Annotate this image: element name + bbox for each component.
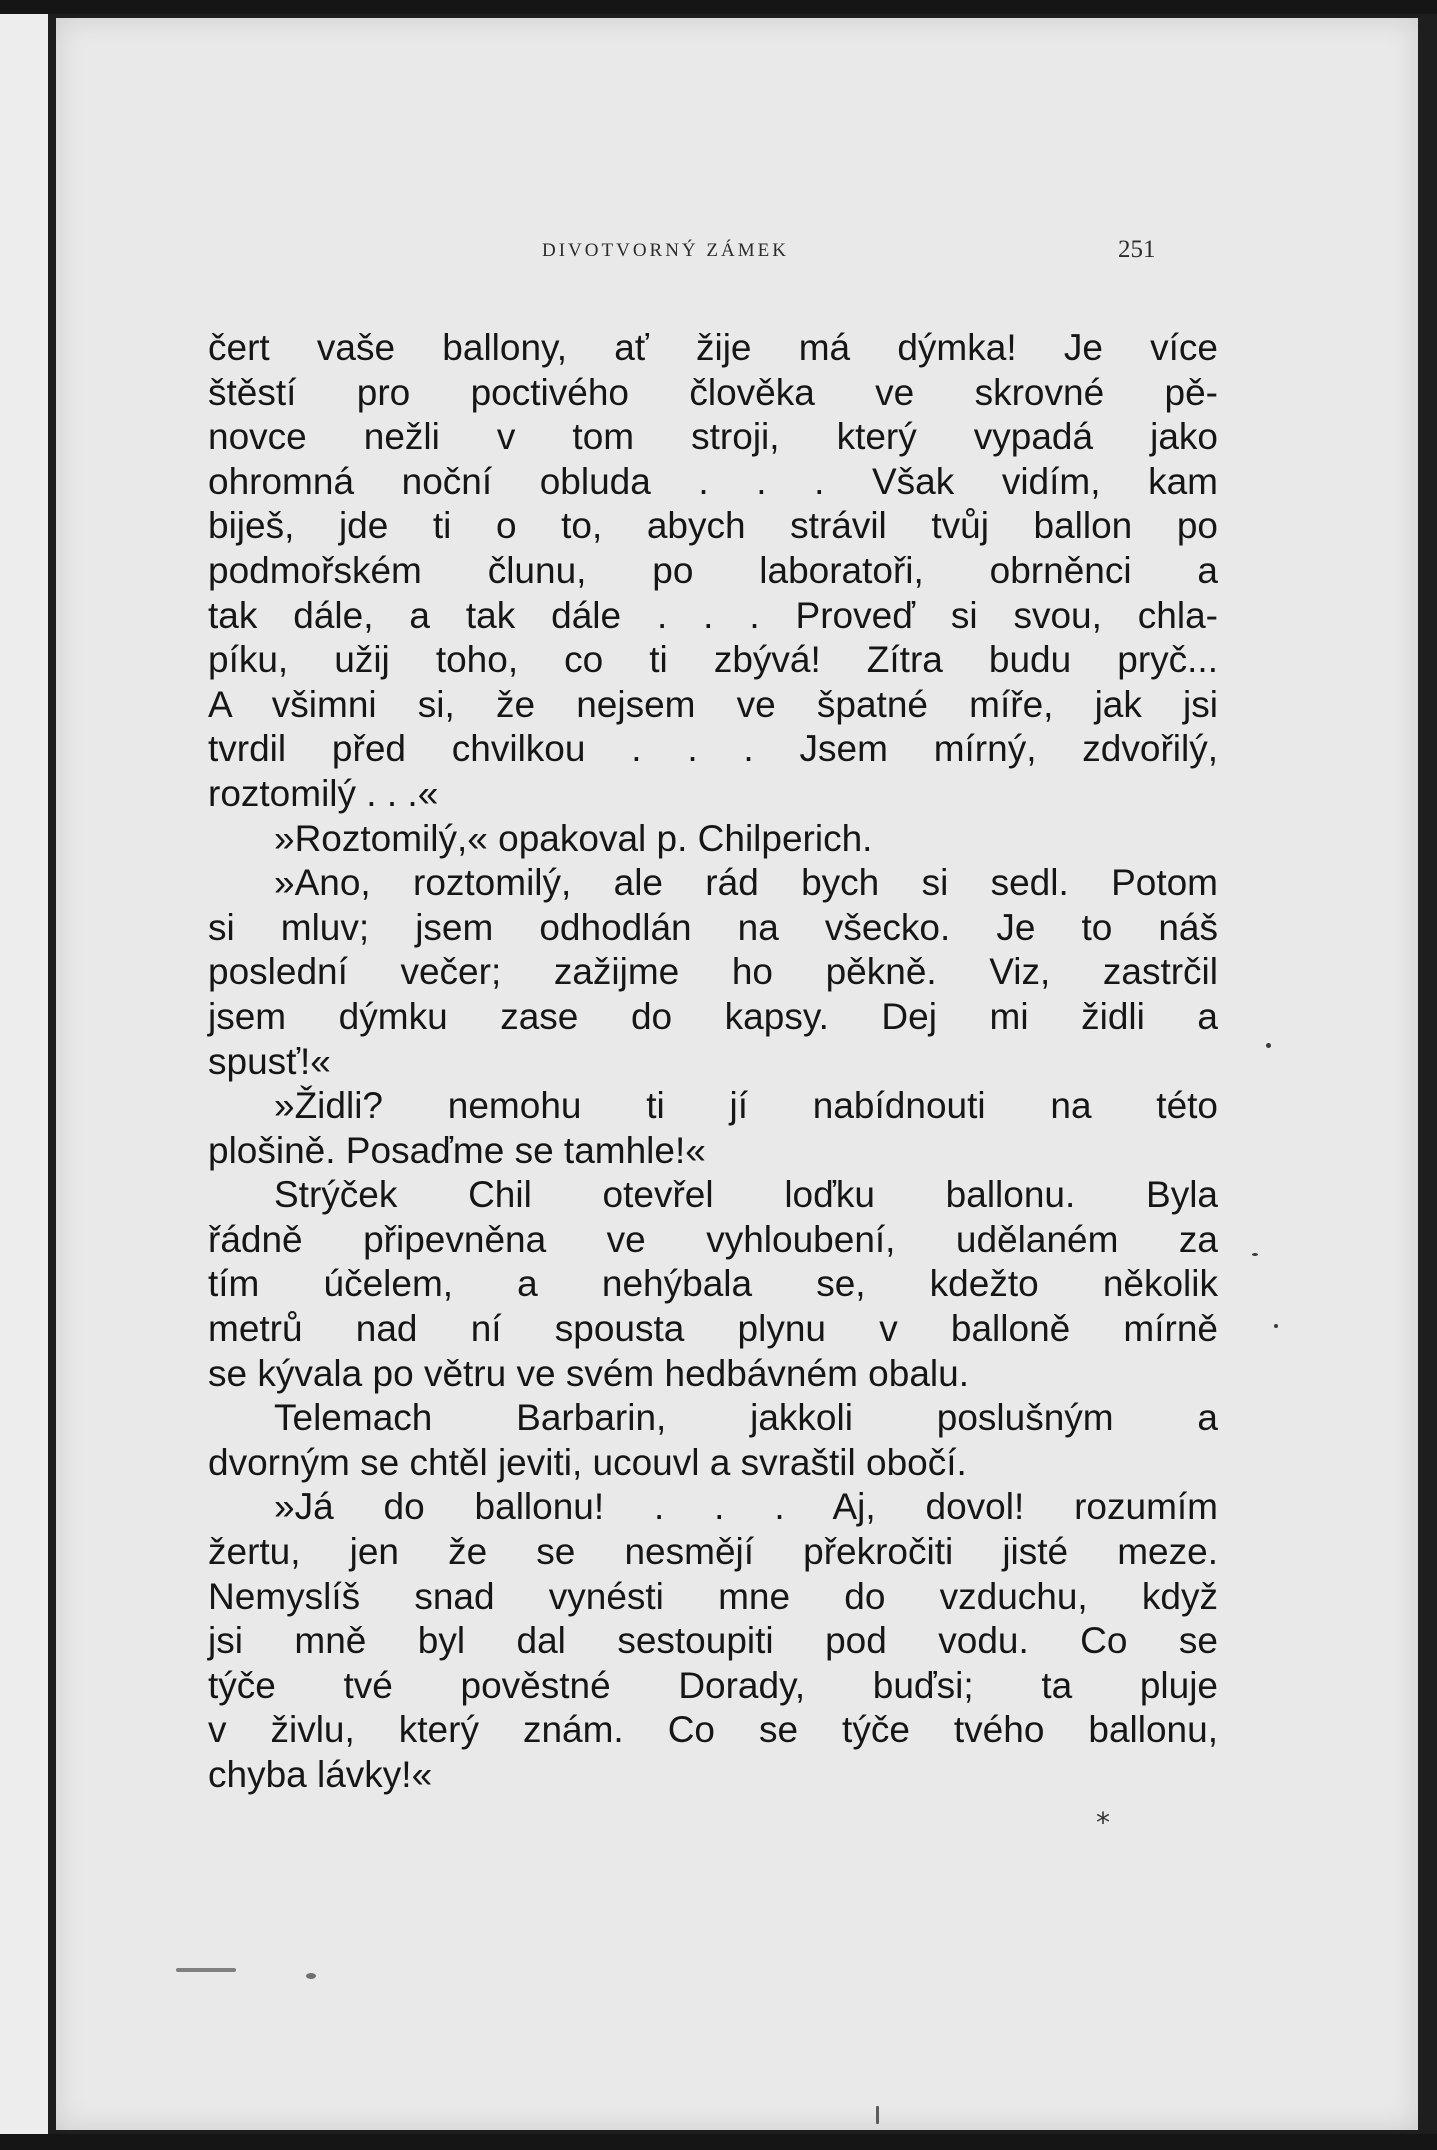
text-line: tak dále, a tak dále . . . Proveď si svou, chla- xyxy=(208,594,1218,636)
text-line: chyba lávky!« xyxy=(208,1754,433,1795)
speck-mark xyxy=(876,2106,879,2124)
text-line: roztomilý . . .« xyxy=(208,772,439,814)
text-line: spusť!« xyxy=(208,1040,331,1082)
asterisk-ornament: * xyxy=(1096,1806,1110,1839)
speck-mark xyxy=(176,1968,236,1972)
text-line: plošině. Posaďme se tamhle!« xyxy=(208,1129,706,1171)
text-line: Strýček Chil otevřel loďku ballonu. Byla xyxy=(274,1174,1218,1216)
text-line: jsi mně byl dal sestoupiti pod vodu. Co se xyxy=(208,1620,1218,1662)
text-line: podmořském člunu, po laboratoři, obrněnci a xyxy=(208,549,1218,591)
text-line: Telemach Barbarin, jakkoli poslušným a xyxy=(274,1397,1218,1439)
running-head-title: DIVOTVORNÝ ZÁMEK xyxy=(542,240,789,261)
text-line: žertu, jen že se nesmějí překročiti jisté meze. xyxy=(208,1531,1218,1573)
text-line: tvrdil před chvilkou . . . Jsem mírný, zdvořilý, xyxy=(208,728,1218,770)
text-line: metrů nad ní spousta plynu v balloně mírně xyxy=(208,1308,1218,1350)
text-line: biješ, jde ti o to, abych strávil tvůj ballon po xyxy=(208,505,1218,547)
text-line: jsem dýmku zase do kapsy. Dej mi židli a xyxy=(208,995,1218,1037)
text-line: píku, užij toho, co ti zbývá! Zítra budu pryč... xyxy=(208,639,1218,681)
text-line: A všimni si, že nejsem ve špatné míře, jak jsi xyxy=(208,683,1218,725)
page-number: 251 xyxy=(1118,236,1156,263)
text-line: »Ano, roztomilý, ale rád bych si sedl. Potom xyxy=(274,862,1218,904)
text-line: ohromná noční obluda . . . Však vidím, kam xyxy=(208,460,1218,502)
text-line: si mluv; jsem odhodlán na všecko. Je to náš xyxy=(208,906,1218,948)
speck-mark xyxy=(306,1973,316,1979)
speck-mark xyxy=(1274,1324,1278,1328)
text-line: Nemyslíš snad vynésti mne do vzduchu, když xyxy=(208,1575,1218,1617)
text-line: čert vaše ballony, ať žije má dýmka! Je více xyxy=(208,327,1218,368)
text-line: týče tvé pověstné Dorady, buďsi; ta pluje xyxy=(208,1664,1218,1706)
speck-mark xyxy=(1252,1253,1258,1256)
text-line: v živlu, který znám. Co se týče tvého ballonu, xyxy=(208,1709,1218,1751)
speck-mark xyxy=(1266,1043,1271,1048)
text-line: »Já do ballonu! . . . Aj, dovol! rozumím xyxy=(274,1486,1218,1528)
scan-bottom-edge xyxy=(0,2134,1437,2150)
text-line: novce nežli v tom stroji, který vypadá jako xyxy=(208,416,1218,458)
facing-page-edge xyxy=(0,0,48,2150)
text-line: dvorným se chtěl jeviti, ucouvl a svraštil obočí. xyxy=(208,1441,967,1483)
book-page xyxy=(56,18,1418,2130)
text-line: »Židli? nemohu ti jí nabídnouti na této xyxy=(274,1085,1218,1127)
text-line: »Roztomilý,« opakoval p. Chilperich. xyxy=(274,817,873,859)
body-text xyxy=(208,326,1218,1798)
text-line: štěstí pro poctivého člověka ve skrovné pě- xyxy=(208,371,1218,413)
text-line: poslední večer; zažijme ho pěkně. Viz, zastrčil xyxy=(208,951,1218,993)
scan-top-edge xyxy=(0,0,1437,14)
text-line: tím účelem, a nehýbala se, kdežto několik xyxy=(208,1263,1218,1305)
text-line: se kývala po větru ve svém hedbávném obalu. xyxy=(208,1352,969,1394)
text-line: řádně připevněna ve vyhloubení, udělaném za xyxy=(208,1218,1218,1260)
